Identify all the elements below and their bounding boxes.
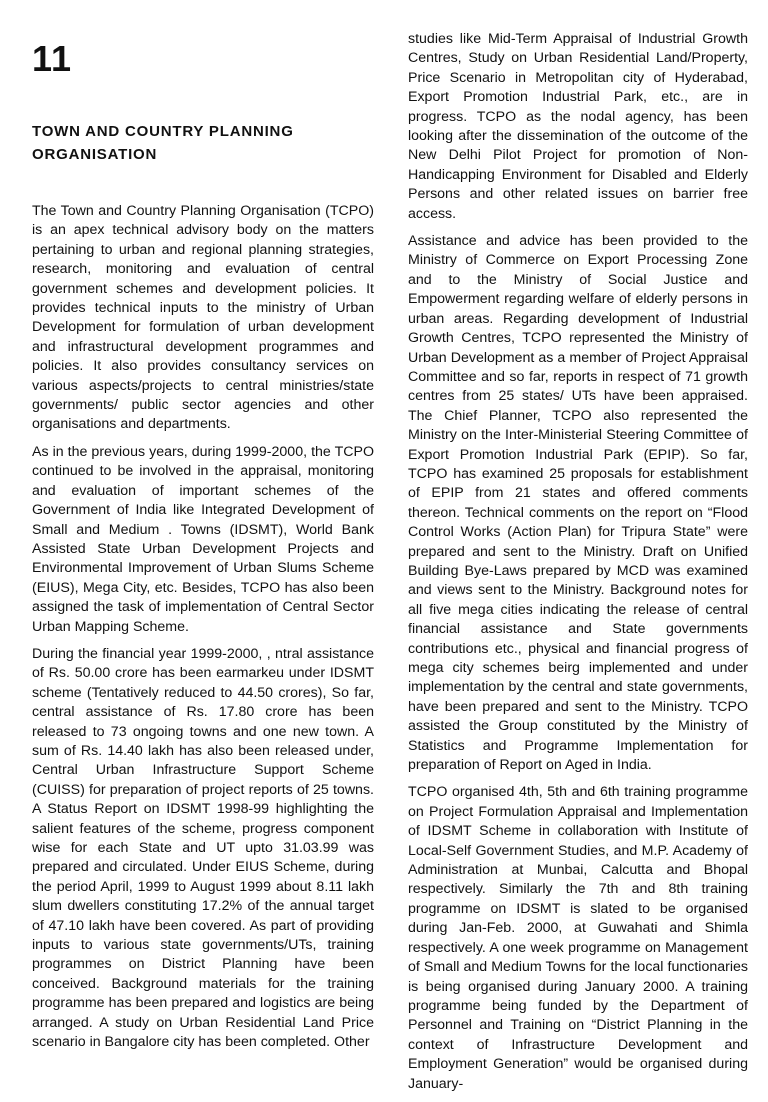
paragraph: The Town and Country Planning Organisation (TCPO) is an apex technical advisory body on the matters pertaining to urban and regional planning strategies, research, monitoring and evaluation of central government schemes and development policies. It provides technical inputs to the ministry of Urban Development for formulation of urban development and infrastructural development programmes and policies. It also provides consultancy services on various aspects/projects to central ministries/state governments/ public sector agencies and other organisations and departments. — [32, 203, 374, 433]
left-column — [32, 202, 374, 1060]
paragraph: During the financial year 1999-2000, , ntral assistance of Rs. 50.00 crore has been earmarkeu under IDSMT scheme (Tentatively reduced to 44.50 crores), So far, central assistance of Rs. 17.80 crore has been released to 73 ongoing towns and one new town. A sum of Rs. 14.40 lakh has also been released under, Central Urban Infrastructure Support Scheme (CUISS) for preparation of project reports of 25 towns. A Status Report on IDSMT 1998-99 highlighting the salient features of the scheme, progress component wise for each State and UT upto 31.03.99 was prepared and circulated. Under EIUS Scheme, during the period April, 1999 to August 1999 about 8.11 lakh slum dwellers constituting 17.2% of the annual target of 47.10 lakh have been covered. As part of providing inputs to various state governments/UTs, training programmes on District Planning have been conceived. Background materials for the training programme has been prepared and logistics are being arranged. A study on Urban Residential Land Price scenario in Bangalore city has been completed. Other — [32, 645, 374, 1051]
paragraph: studies like Mid-Term Appraisal of Industrial Growth Centres, Study on Urban Residential Land/Property, Price Scenario in Metropolitan city of Hyderabad, Export Promotion Industrial Park, etc., are in progress. TCPO as the nodal agency, has been looking after the dissemination of the outcome of the New Delhi Pilot Project for promotion of Non-Handicapping Environment for Disabled and Elderly Persons and other related issues on barrier free access. — [408, 31, 748, 222]
chapter-number: 11 — [32, 38, 73, 79]
chapter-title: TOWN AND COUNTRY PLANNING ORGANISATION — [32, 123, 294, 163]
paragraph: TCPO organised 4th, 5th and 6th training programme on Project Formulation Appraisal and Implementation of IDSMT Scheme in collaboration with Institute of Local-Self Government Studies, and M.P. Academy of Administration at Munbai, Calcutta and Bhopal respectively. Similarly the 7th and 8th training programme on IDSMT is slated to be organised during Jan-Feb. 2000, at Guwahati and Shimla respectively. A one week programme on Management of Small and Medium Towns for the local functionaries is being organised during January 2000. A training programme being funded by the Department of Personnel and Training on “District Planning in the context of Infrastructure Development and Employment Generation” would be organised during January- — [408, 784, 748, 1092]
paragraph: As in the previous years, during 1999-2000, the TCPO continued to be involved in the appraisal, monitoring and evaluation of important schemes of the Government of India like Integrated Development of Small and Medium . Towns (IDSMT), World Bank Assisted State Urban Development Projects and Environmental Improvement of Urban Slums Scheme (EIUS), Mega City, etc. Besides, TCPO has also been assigned the task of implementation of Central Sector Urban Mapping Scheme. — [32, 443, 374, 635]
right-column — [408, 30, 748, 1102]
paragraph: Assistance and advice has been provided to the Ministry of Commerce on Export Processing Zone and to the Ministry of Social Justice and Empowerment regarding welfare of elderly persons in urban areas. Regarding development of Industrial Growth Centres, TCPO represented the Ministry of Urban Development as a member of Project Appraisal Committee and so far, reports in respect of 71 growth centres from 25 states/ UTs have been appraised. The Chief Planner, TCPO also represented the Ministry on the Inter-Ministerial Steering Committee of Export Promotion Industrial Park (EPIP). So far, TCPO has examined 25 proposals for establishment of EPIP from 21 states and offered comments thereon. Technical comments on the report on “Flood Control Works (Action Plan) for Tripura State” were prepared and sent to the Ministry. Draft on Unified Building Bye-Laws prepared by MCD was examined and views sent to the Ministry. Background notes for all five mega cities indicating the release of central financial assistance and State governments contributions etc., physical and financial progress of mega city schemes beirg implemented and under implementation by the central and state governments, have been prepared and sent to the Ministry. TCPO assisted the Group constituted by the Ministry of Statistics and Programme Implementation for preparation of Report on Aged in India. — [408, 233, 748, 774]
